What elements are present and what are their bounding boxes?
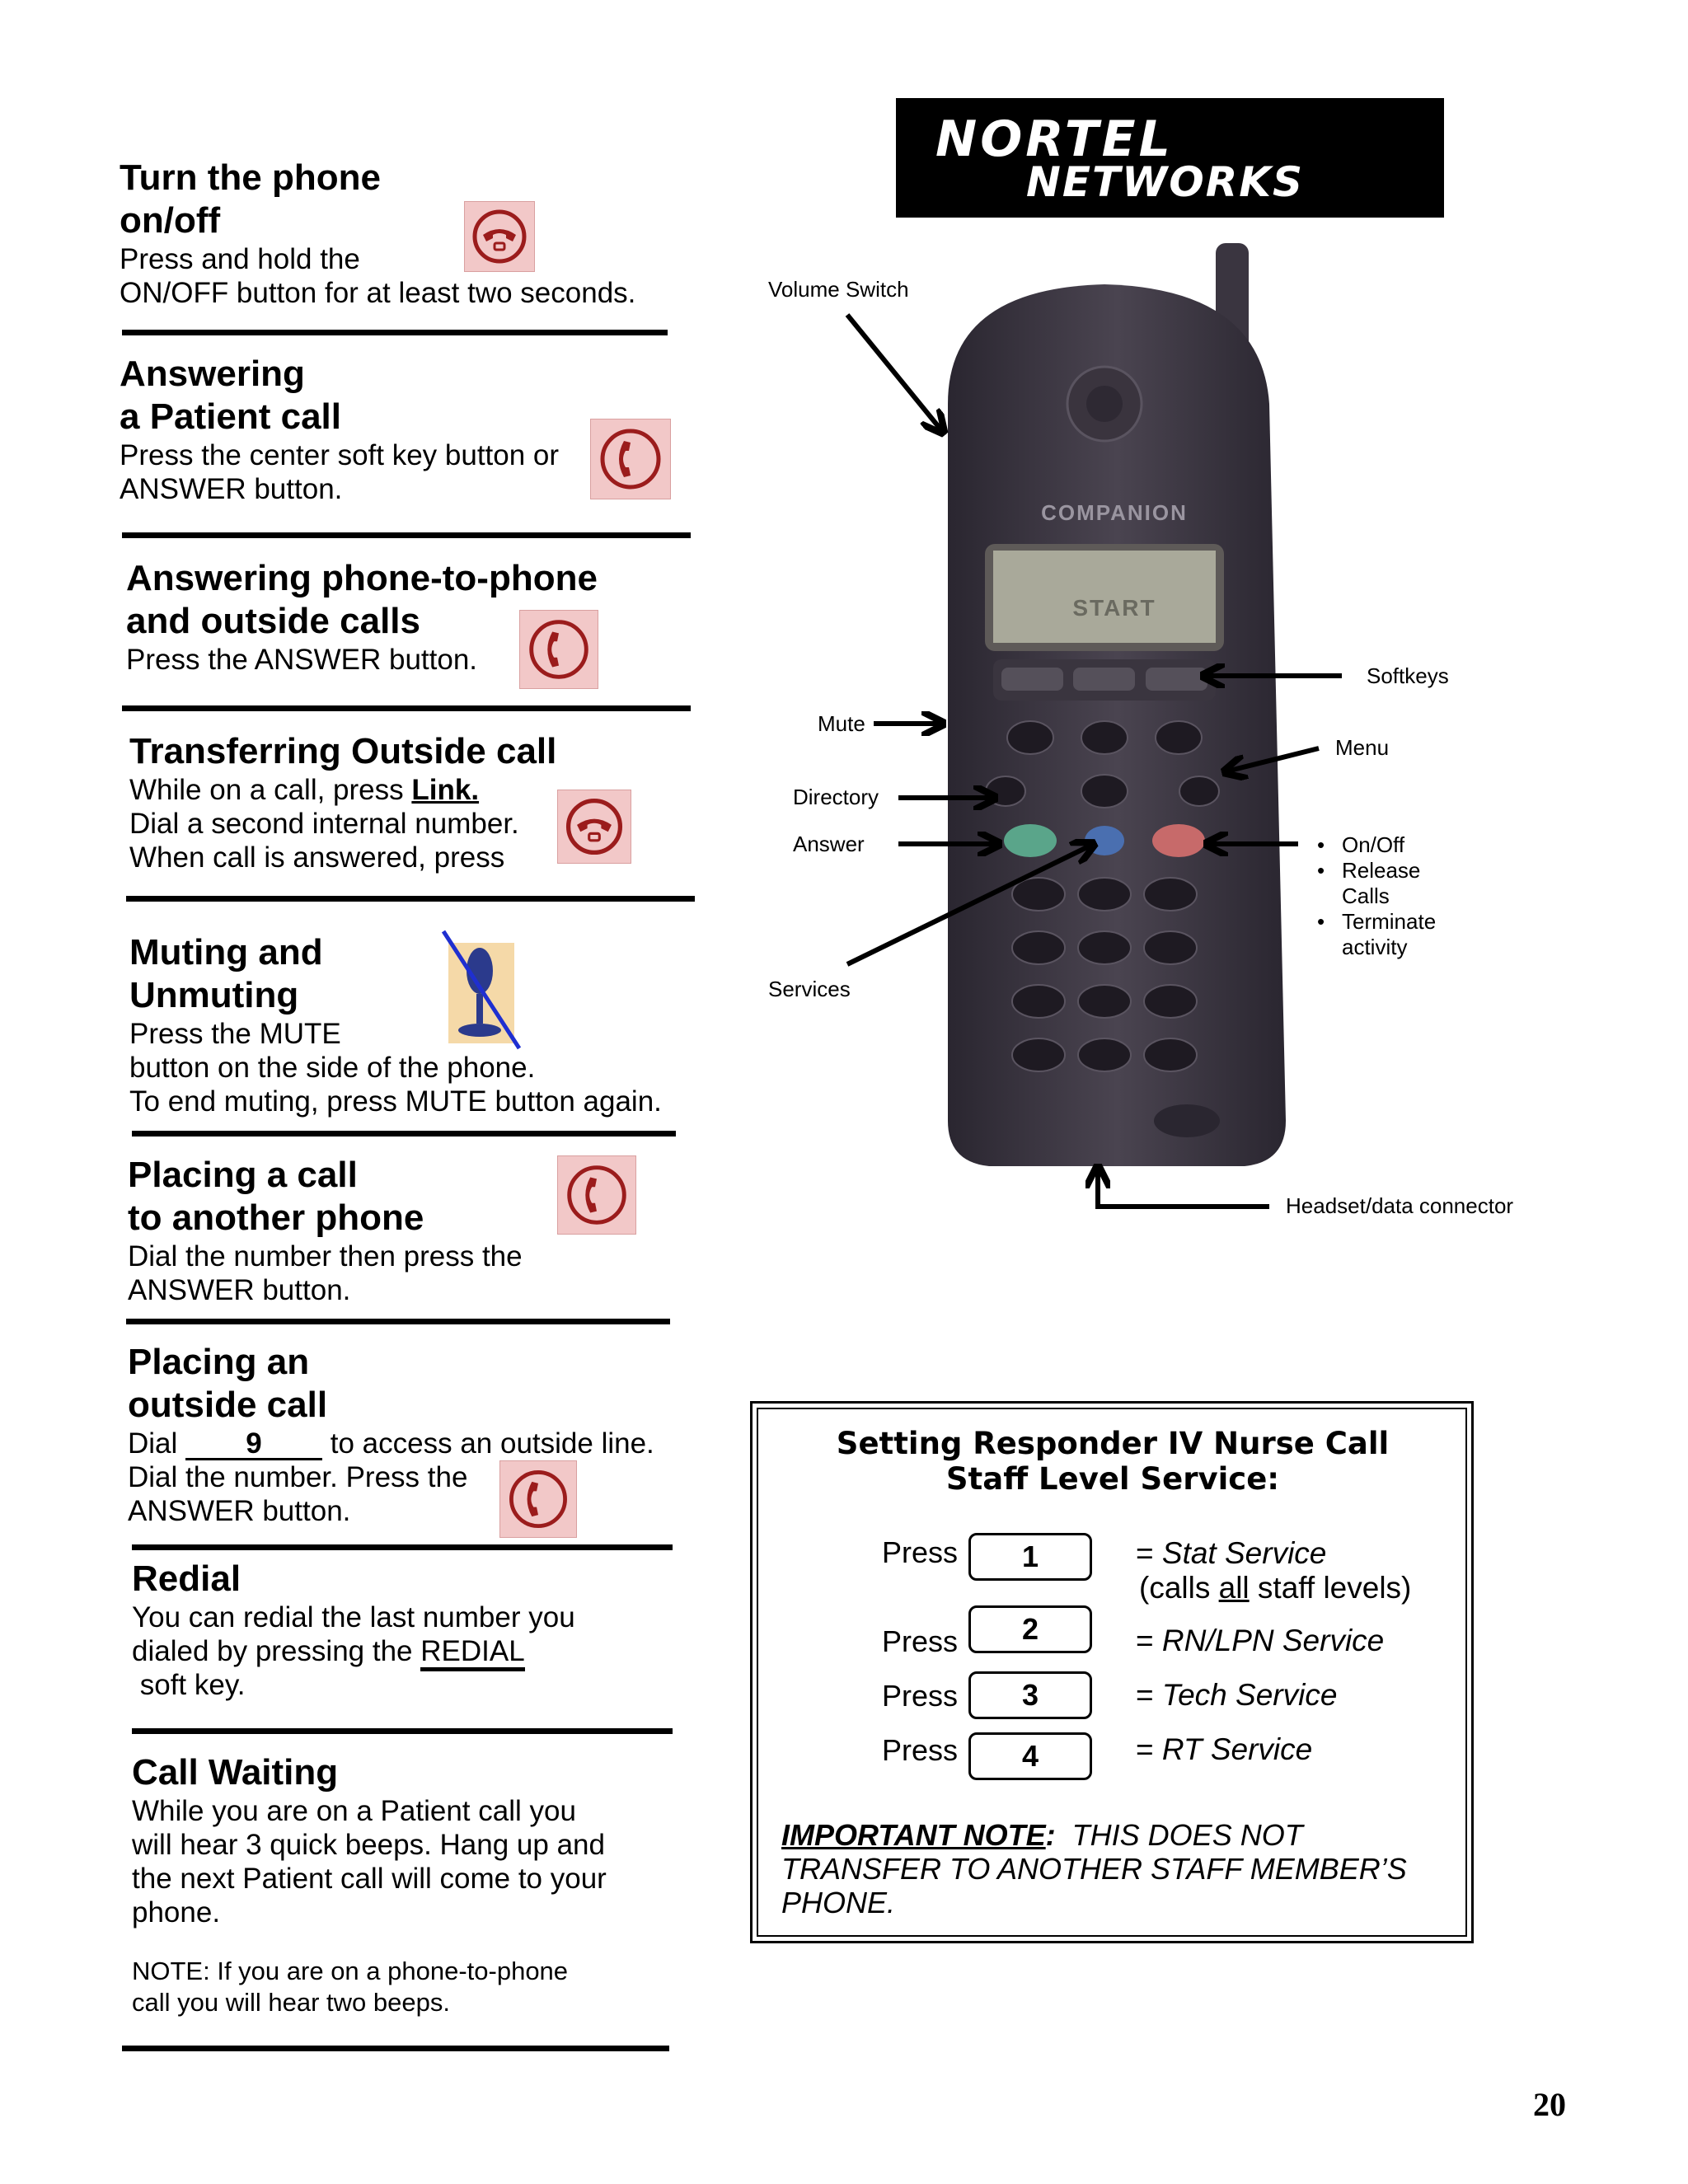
nurse-box-title-line: Setting Responder IV Nurse Call bbox=[836, 1426, 1390, 1461]
service-stat: = Stat Service bbox=[1136, 1536, 1327, 1570]
callout-answer: Answer bbox=[793, 832, 865, 856]
key-1: 1 bbox=[968, 1533, 1092, 1581]
section-text: To end muting, press MUTE button again. bbox=[129, 1085, 662, 1118]
key-4: 4 bbox=[968, 1732, 1092, 1780]
note-line bbox=[781, 1818, 1457, 1852]
text: dialed by pressing the bbox=[132, 1635, 421, 1667]
link-word: Link. bbox=[411, 774, 480, 806]
nurse-box-title bbox=[752, 1426, 1474, 1497]
callout-directory: Directory bbox=[793, 785, 879, 809]
section-text: You can redial the last number you bbox=[132, 1601, 575, 1633]
callout-headset: Headset/data connector bbox=[1286, 1193, 1514, 1218]
section-title: Call Waiting bbox=[132, 1752, 339, 1793]
press-label: Press bbox=[882, 1733, 959, 1767]
note-line: TRANSFER TO ANOTHER STAFF MEMBER’S bbox=[781, 1852, 1407, 1886]
important-note bbox=[781, 1818, 1457, 1919]
service-tech: = Tech Service bbox=[1136, 1678, 1338, 1712]
section-title: Placing an bbox=[128, 1342, 310, 1382]
section-title: outside call bbox=[128, 1385, 328, 1425]
phone-display-text: START bbox=[1072, 595, 1156, 621]
phone-brand-label: COMPANION bbox=[1041, 500, 1188, 525]
section-title: to another phone bbox=[128, 1197, 424, 1238]
text: (calls bbox=[1139, 1571, 1219, 1605]
section-text: Press the center soft key button or bbox=[120, 439, 560, 471]
text: to access an outside line. bbox=[322, 1427, 654, 1460]
callout-volume-switch: Volume Switch bbox=[768, 277, 909, 302]
nurse-box-title-line: Staff Level Service: bbox=[945, 1461, 1280, 1497]
note-line: PHONE. bbox=[781, 1886, 896, 1919]
section-text: Dial a second internal number. bbox=[129, 808, 519, 840]
service-rt: = RT Service bbox=[1136, 1732, 1313, 1766]
list-item: Calls bbox=[1342, 883, 1390, 908]
section-text: Dial the number. Press the bbox=[128, 1461, 468, 1493]
press-label: Press bbox=[882, 1679, 959, 1713]
note-text: THIS DOES NOT bbox=[1055, 1818, 1303, 1852]
section-text: ANSWER button. bbox=[120, 473, 343, 505]
redial-word: REDIAL bbox=[420, 1635, 524, 1671]
section-title: a Patient call bbox=[120, 396, 342, 437]
service-name: RT Service bbox=[1161, 1732, 1313, 1766]
press-label: Press bbox=[882, 1624, 959, 1658]
callout-onoff-list bbox=[1317, 832, 1436, 960]
section-title: Placing a call bbox=[128, 1155, 358, 1195]
service-rn-lpn: = RN/LPN Service bbox=[1136, 1624, 1385, 1657]
section-title: on/off bbox=[120, 200, 221, 241]
service-name: Tech Service bbox=[1161, 1678, 1338, 1712]
section-text: the next Patient call will come to your bbox=[132, 1863, 607, 1895]
callout-menu: Menu bbox=[1335, 735, 1390, 760]
note-text: call you will hear two beeps. bbox=[132, 1988, 450, 2017]
section-title: Transferring Outside call bbox=[129, 731, 557, 771]
logo-line-1: NORTEL bbox=[935, 110, 1174, 168]
section-text: phone. bbox=[132, 1896, 221, 1929]
text: staff levels) bbox=[1249, 1571, 1412, 1605]
service-stat-note bbox=[1139, 1571, 1411, 1605]
section-title: Redial bbox=[132, 1558, 241, 1599]
section-text: soft key. bbox=[132, 1669, 246, 1701]
logo-line-2: NETWORKS bbox=[1026, 158, 1305, 206]
section-text: When call is answered, press bbox=[129, 841, 505, 874]
section-text: ANSWER button. bbox=[128, 1274, 351, 1306]
service-name: RN/LPN Service bbox=[1161, 1624, 1385, 1657]
key-3: 3 bbox=[968, 1671, 1092, 1719]
section-title: and outside calls bbox=[126, 601, 420, 641]
section-text: Dial the number then press the bbox=[128, 1240, 523, 1272]
note-label: IMPORTANT NOTE bbox=[781, 1818, 1046, 1852]
page-number: 20 bbox=[1533, 2086, 1566, 2123]
section-text: Press the MUTE bbox=[129, 1018, 341, 1050]
section-text: will hear 3 quick beeps. Hang up and bbox=[132, 1829, 605, 1861]
text: Dial bbox=[128, 1427, 186, 1460]
note-text: NOTE: If you are on a phone-to-phone bbox=[132, 1957, 569, 1985]
text: While on a call, press bbox=[129, 774, 412, 806]
key-2: 2 bbox=[968, 1605, 1092, 1653]
section-title: Answering bbox=[120, 354, 305, 394]
section-text: ANSWER button. bbox=[128, 1495, 351, 1527]
section-text: ON/OFF button for at least two seconds. bbox=[120, 277, 636, 309]
list-item: • Terminate bbox=[1317, 909, 1436, 935]
service-name: Stat Service bbox=[1161, 1536, 1327, 1570]
section-text: While you are on a Patient call you bbox=[132, 1795, 576, 1827]
callout-mute: Mute bbox=[818, 711, 865, 736]
text: all bbox=[1218, 1571, 1250, 1605]
list-item: • Release bbox=[1317, 858, 1436, 883]
section-text: Press the ANSWER button. bbox=[126, 644, 478, 676]
press-label: Press bbox=[882, 1535, 959, 1569]
dial-blank: 9 bbox=[185, 1430, 322, 1460]
list-item: • On/Off bbox=[1317, 832, 1436, 858]
callout-services: Services bbox=[768, 977, 851, 1001]
section-title: Turn the phone bbox=[120, 157, 381, 198]
section-text: Press and hold the bbox=[120, 243, 360, 275]
list-item: activity bbox=[1342, 935, 1408, 959]
section-text: button on the side of the phone. bbox=[129, 1052, 536, 1084]
note-colon: : bbox=[1045, 1818, 1056, 1852]
callout-softkeys: Softkeys bbox=[1367, 663, 1449, 688]
section-title: Unmuting bbox=[129, 975, 299, 1015]
section-title: Muting and bbox=[129, 932, 323, 972]
section-title: Answering phone-to-phone bbox=[126, 558, 598, 598]
